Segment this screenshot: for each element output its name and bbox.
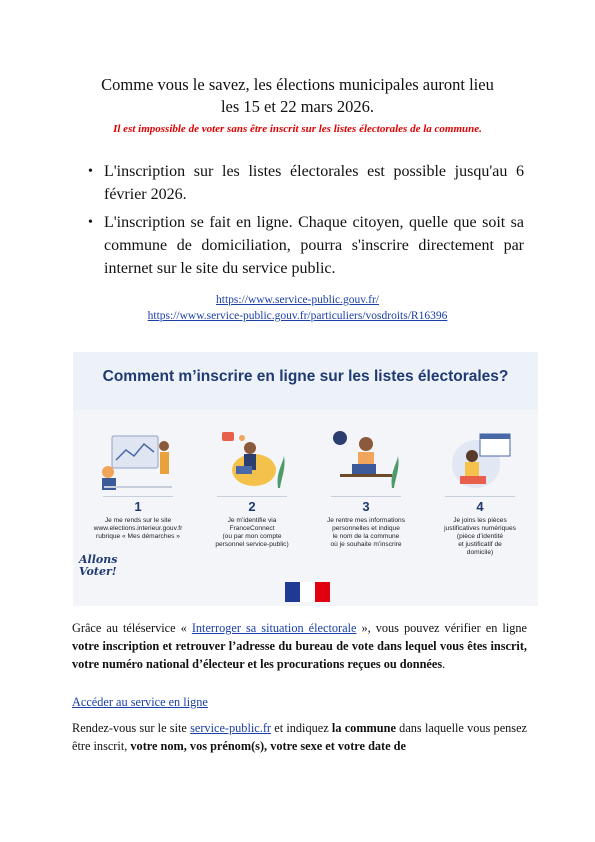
paragraph-instructions <box>72 719 527 755</box>
para-text: dans laquelle vous pensez être inscrit, <box>72 721 528 753</box>
para-text: et indiquez <box>271 721 332 735</box>
step-2 <box>197 426 307 549</box>
title-line-2: les 15 et 22 mars 2026. <box>220 97 375 116</box>
allons-voter-logo <box>79 554 117 578</box>
step-text: Je joins les pièces justificatives numériques (pièce d’identité et justificatif de domicile) <box>444 517 516 556</box>
paragraph-access <box>72 693 527 711</box>
step-number: 2 <box>217 496 287 514</box>
step-1 <box>83 426 193 541</box>
bullet-text: L'inscription sur les listes électorales est possible jusqu'au 6 février 2026. <box>104 163 524 203</box>
para-bold-text: la commune <box>331 721 396 735</box>
warning-text: Il est impossible de voter sans être inscrit sur les listes électorales de la commune. <box>113 123 482 135</box>
para-text: », vous pouvez vérifier en ligne <box>356 621 527 635</box>
bullet-list <box>88 160 524 285</box>
bullet-item <box>88 160 524 206</box>
para-text: Grâce au téléservice « <box>72 621 192 635</box>
bullet-dot-icon: • <box>88 164 93 179</box>
step-text: Je m’identifie via FranceConnect (ou par mon compte personnel service-public) <box>215 517 289 548</box>
para-text: Rendez-vous sur le site <box>72 721 191 735</box>
slogan-line-1: Allons <box>79 553 118 566</box>
person-at-laptop-icon <box>326 426 406 492</box>
para-bold-text: votre nom, vos prénom(s), votre sexe et votre date de <box>130 739 406 753</box>
step-text: Je rentre mes informations personnelles et indique le nom de la commune où je souhaite m’inscrire <box>326 517 406 548</box>
step-number: 1 <box>103 496 173 514</box>
page-title <box>70 74 525 118</box>
infographic-image <box>73 352 538 606</box>
service-public-site-link[interactable]: service-public.fr <box>190 721 272 735</box>
bullet-item <box>88 211 524 280</box>
step-3 <box>311 426 421 549</box>
website-screen-icon <box>98 426 178 492</box>
step-text: Je me rends sur le site www.elections.interieur.gouv.fr rubrique « Mes démarches » <box>93 517 183 540</box>
step-number: 3 <box>331 496 401 514</box>
slogan-line-2: Voter! <box>79 565 117 578</box>
infographic-title: Comment m’inscrire en ligne sur les listes électorales? <box>102 368 509 385</box>
access-service-link[interactable]: Accéder au service en ligne <box>72 695 208 709</box>
republique-francaise-logo-icon <box>285 582 330 602</box>
step-number: 4 <box>445 496 515 514</box>
franceconnect-person-icon <box>212 426 292 492</box>
step-4 <box>425 426 535 557</box>
interroger-situation-link[interactable]: Interroger sa situation électorale <box>191 621 357 635</box>
link-block <box>70 292 525 324</box>
bullet-dot-icon: • <box>88 215 93 230</box>
title-line-1: Comme vous le savez, les élections municipales auront lieu <box>101 75 494 94</box>
service-public-link[interactable]: https://www.service-public.gouv.fr/ <box>216 294 379 306</box>
para-text: . <box>442 657 446 671</box>
service-public-rights-link[interactable]: https://www.service-public.gouv.fr/particuliers/vosdroits/R16396 <box>147 310 448 322</box>
bullet-text: L'inscription se fait en ligne. Chaque citoyen, quelle que soit sa commune de domiciliation, pourra s'inscrire directement par internet sur le site du service public. <box>104 214 524 277</box>
upload-documents-icon <box>440 426 520 492</box>
paragraph-teleservice <box>72 619 527 673</box>
para-bold-text: votre inscription et retrouver l’adresse du bureau de vote dans lequel vous êtes inscrit, votre numéro national d’électeur et les procurations reçues ou données <box>72 639 527 671</box>
